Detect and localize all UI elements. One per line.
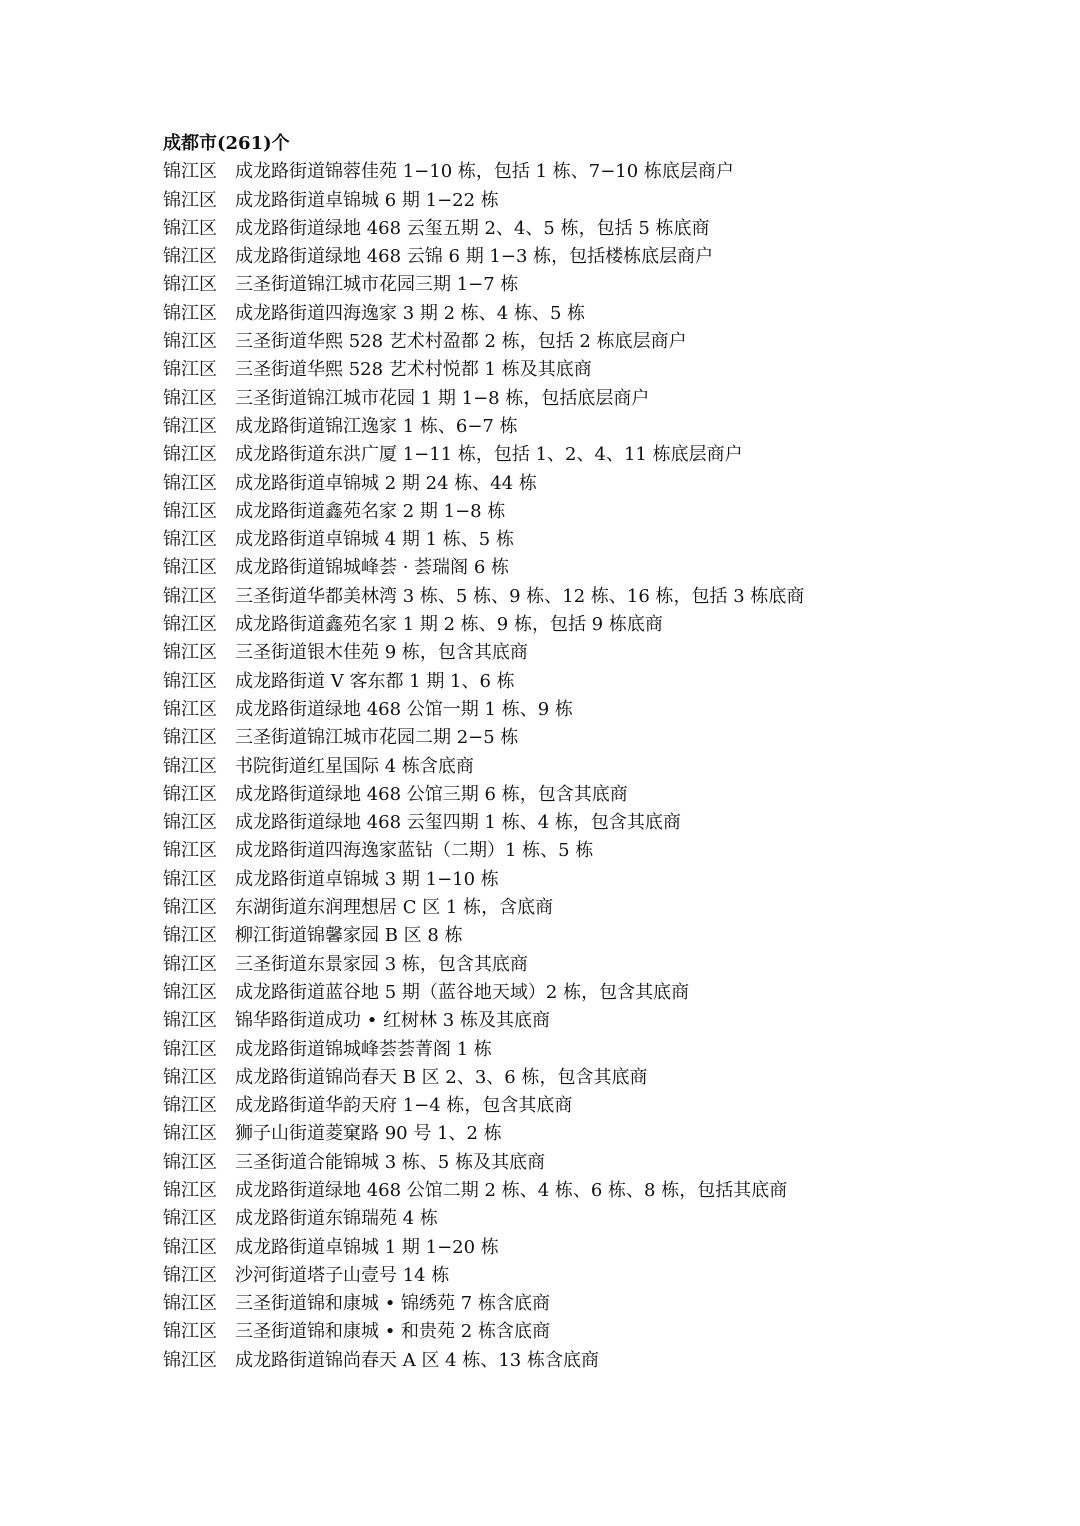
entry-text: 成龙路街道锦尚春天 B 区 2、3、6 栋，包含其底商	[235, 1066, 648, 1088]
entry-text: 成龙路街道东锦瑞苑 4 栋	[235, 1208, 438, 1230]
list-item	[163, 554, 1043, 582]
entry-text: 三圣街道锦和康城 • 和贵苑 2 栋含底商	[235, 1321, 550, 1343]
list-item	[163, 894, 1043, 922]
district-label: 锦江区	[163, 444, 217, 466]
entry-text: 柳江街道锦馨家园 B 区 8 栋	[235, 925, 463, 947]
entry-text: 成龙路街道绿地 468 云玺五期 2、4、5 栋，包括 5 栋底商	[235, 217, 710, 239]
list-item	[163, 243, 1043, 271]
list-item	[163, 809, 1043, 837]
list-item	[163, 158, 1043, 186]
entry-text: 东湖街道东润理想居 C 区 1 栋，含底商	[235, 897, 554, 919]
list-item	[163, 951, 1043, 979]
entry-text: 三圣街道锦和康城 • 锦绣苑 7 栋含底商	[235, 1293, 550, 1315]
list-item	[163, 922, 1043, 950]
district-label: 锦江区	[163, 840, 217, 862]
entry-text: 成龙路街道 V 客东都 1 期 1、6 栋	[235, 670, 515, 692]
entry-text: 三圣街道锦江城市花园二期 2−5 栋	[235, 727, 519, 749]
list-item	[163, 668, 1043, 696]
entry-text: 成龙路街道卓锦城 4 期 1 栋、5 栋	[235, 529, 514, 551]
district-label: 锦江区	[163, 472, 217, 494]
entry-text: 成龙路街道锦蓉佳苑 1−10 栋，包括 1 栋、7−10 栋底层商户	[235, 161, 734, 183]
list-item	[163, 1007, 1043, 1035]
district-label: 锦江区	[163, 1349, 217, 1371]
district-label: 锦江区	[163, 1066, 217, 1088]
list-item	[163, 470, 1043, 498]
district-label: 锦江区	[163, 1236, 217, 1258]
district-label: 锦江区	[163, 1123, 217, 1145]
district-label: 锦江区	[163, 925, 217, 947]
district-label: 锦江区	[163, 1038, 217, 1060]
district-label: 锦江区	[163, 529, 217, 551]
district-label: 锦江区	[163, 755, 217, 777]
entry-text: 三圣街道银木佳苑 9 栋，包含其底商	[235, 642, 528, 664]
entry-text: 成龙路街道锦城峰荟荟菁阁 1 栋	[235, 1038, 492, 1060]
list-item	[163, 866, 1043, 894]
list-item	[163, 1149, 1043, 1177]
document-heading: 成都市(261)个	[163, 133, 290, 154]
entry-list	[163, 158, 1043, 1375]
list-item	[163, 1318, 1043, 1346]
list-item	[163, 696, 1043, 724]
list-item	[163, 611, 1043, 639]
list-item	[163, 1036, 1043, 1064]
entry-text: 成龙路街道卓锦城 2 期 24 栋、44 栋	[235, 472, 537, 494]
district-label: 锦江区	[163, 274, 217, 296]
entry-text: 三圣街道东景家园 3 栋，包含其底商	[235, 953, 528, 975]
entry-text: 三圣街道锦江城市花园 1 期 1−8 栋，包括底层商户	[235, 387, 650, 409]
list-item	[163, 300, 1043, 328]
list-item	[163, 639, 1043, 667]
entry-text: 成龙路街道卓锦城 1 期 1−20 栋	[235, 1236, 499, 1258]
district-label: 锦江区	[163, 1264, 217, 1286]
list-item	[163, 441, 1043, 469]
district-label: 锦江区	[163, 698, 217, 720]
entry-text: 沙河街道塔子山壹号 14 栋	[235, 1264, 450, 1286]
entry-text: 成龙路街道卓锦城 6 期 1−22 栋	[235, 189, 499, 211]
district-label: 锦江区	[163, 812, 217, 834]
list-item	[163, 753, 1043, 781]
entry-text: 三圣街道锦江城市花园三期 1−7 栋	[235, 274, 519, 296]
district-label: 锦江区	[163, 557, 217, 579]
list-item	[163, 215, 1043, 243]
district-label: 锦江区	[163, 500, 217, 522]
district-label: 锦江区	[163, 953, 217, 975]
entry-text: 狮子山街道菱窠路 90 号 1、2 栋	[235, 1123, 502, 1145]
list-item	[163, 1177, 1043, 1205]
list-item	[163, 356, 1043, 384]
list-item	[163, 1234, 1043, 1262]
list-item	[163, 413, 1043, 441]
entry-text: 成龙路街道绿地 468 公馆一期 1 栋、9 栋	[235, 698, 573, 720]
district-label: 锦江区	[163, 1321, 217, 1343]
entry-text: 三圣街道华熙 528 艺术村盈都 2 栋，包括 2 栋底层商户	[235, 331, 687, 353]
list-item	[163, 1262, 1043, 1290]
entry-text: 成龙路街道四海逸家 3 期 2 栋、4 栋、5 栋	[235, 302, 586, 324]
entry-text: 成龙路街道蓝谷地 5 期（蓝谷地天域）2 栋，包含其底商	[235, 981, 690, 1003]
entry-text: 书院街道红星国际 4 栋含底商	[235, 755, 474, 777]
list-item	[163, 583, 1043, 611]
entry-text: 成龙路街道鑫苑名家 1 期 2 栋、9 栋，包括 9 栋底商	[235, 614, 663, 636]
entry-text: 成龙路街道四海逸家蓝钻（二期）1 栋、5 栋	[235, 840, 594, 862]
list-item	[163, 1064, 1043, 1092]
district-label: 锦江区	[163, 246, 217, 268]
list-item	[163, 385, 1043, 413]
entry-text: 三圣街道华熙 528 艺术村悦都 1 栋及其底商	[235, 359, 592, 381]
district-label: 锦江区	[163, 783, 217, 805]
document-body	[163, 130, 1043, 1375]
list-item	[163, 837, 1043, 865]
district-label: 锦江区	[163, 981, 217, 1003]
list-item	[163, 1120, 1043, 1148]
list-item	[163, 187, 1043, 215]
district-label: 锦江区	[163, 415, 217, 437]
district-label: 锦江区	[163, 387, 217, 409]
district-label: 锦江区	[163, 727, 217, 749]
list-item	[163, 498, 1043, 526]
list-item	[163, 1347, 1043, 1375]
entry-text: 成龙路街道华韵天府 1−4 栋，包含其底商	[235, 1095, 573, 1117]
district-label: 锦江区	[163, 1010, 217, 1032]
list-item	[163, 1092, 1043, 1120]
district-label: 锦江区	[163, 1151, 217, 1173]
entry-text: 锦华路街道成功 • 红树林 3 栋及其底商	[235, 1010, 550, 1032]
list-item	[163, 271, 1043, 299]
district-label: 锦江区	[163, 359, 217, 381]
entry-text: 三圣街道华都美林湾 3 栋、5 栋、9 栋、12 栋、16 栋，包括 3 栋底商	[235, 585, 805, 607]
entry-text: 成龙路街道绿地 468 公馆三期 6 栋，包含其底商	[235, 783, 628, 805]
entry-text: 成龙路街道绿地 468 公馆二期 2 栋、4 栋、6 栋、8 栋，包括其底商	[235, 1179, 788, 1201]
entry-text: 成龙路街道绿地 468 云玺四期 1 栋、4 栋，包含其底商	[235, 812, 681, 834]
entry-text: 成龙路街道绿地 468 云锦 6 期 1−3 栋，包括楼栋底层商户	[235, 246, 714, 268]
list-item	[163, 979, 1043, 1007]
district-label: 锦江区	[163, 1095, 217, 1117]
district-label: 锦江区	[163, 1293, 217, 1315]
list-item	[163, 781, 1043, 809]
district-label: 锦江区	[163, 331, 217, 353]
entry-text: 三圣街道合能锦城 3 栋、5 栋及其底商	[235, 1151, 546, 1173]
list-item	[163, 1205, 1043, 1233]
district-label: 锦江区	[163, 302, 217, 324]
district-label: 锦江区	[163, 642, 217, 664]
district-label: 锦江区	[163, 1208, 217, 1230]
district-label: 锦江区	[163, 217, 217, 239]
entry-text: 成龙路街道东洪广厦 1−11 栋，包括 1、2、4、11 栋底层商户	[235, 444, 743, 466]
list-item	[163, 724, 1043, 752]
list-item	[163, 1290, 1043, 1318]
district-label: 锦江区	[163, 897, 217, 919]
entry-text: 成龙路街道锦尚春天 A 区 4 栋、13 栋含底商	[235, 1349, 599, 1371]
district-label: 锦江区	[163, 189, 217, 211]
district-label: 锦江区	[163, 670, 217, 692]
entry-text: 成龙路街道卓锦城 3 期 1−10 栋	[235, 868, 499, 890]
district-label: 锦江区	[163, 614, 217, 636]
entry-text: 成龙路街道锦江逸家 1 栋、6−7 栋	[235, 415, 518, 437]
district-label: 锦江区	[163, 585, 217, 607]
district-label: 锦江区	[163, 161, 217, 183]
district-label: 锦江区	[163, 1179, 217, 1201]
list-item	[163, 526, 1043, 554]
list-item	[163, 328, 1043, 356]
district-label: 锦江区	[163, 868, 217, 890]
entry-text: 成龙路街道鑫苑名家 2 期 1−8 栋	[235, 500, 506, 522]
entry-text: 成龙路街道锦城峰荟 · 荟瑞阁 6 栋	[235, 557, 510, 579]
